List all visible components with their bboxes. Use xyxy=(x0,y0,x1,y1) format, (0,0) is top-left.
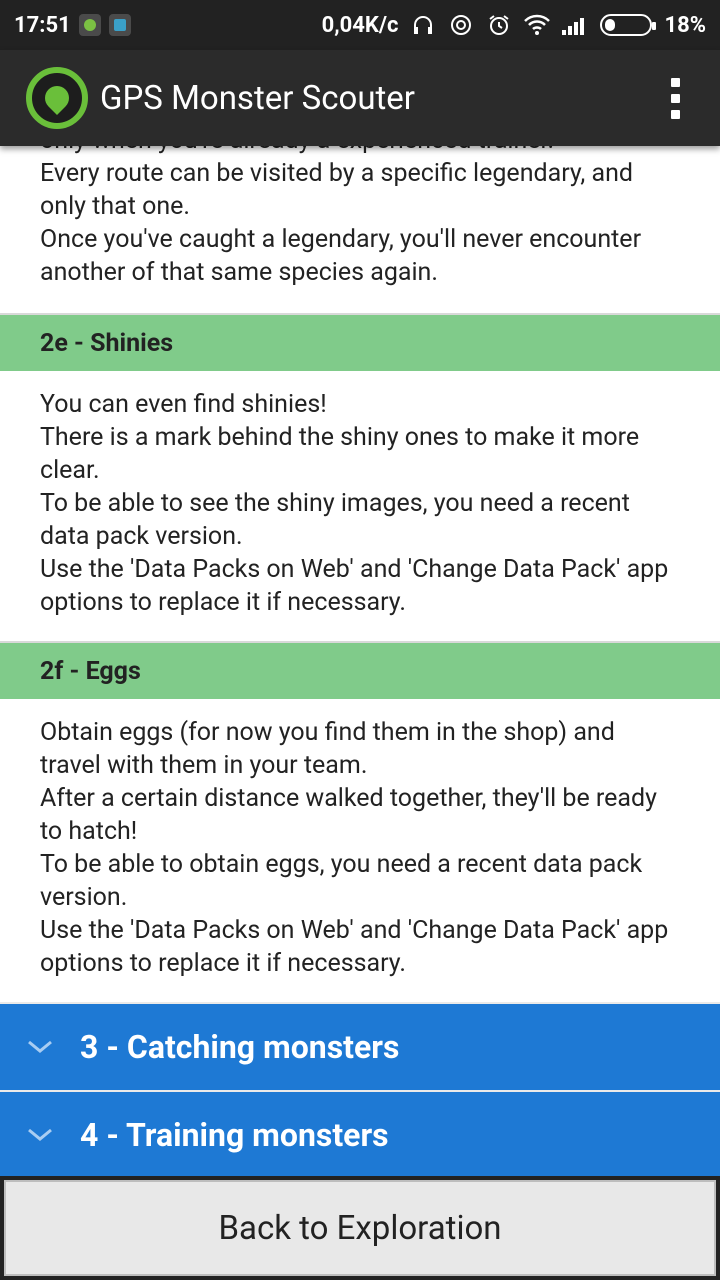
network-speed: 0,04K/c xyxy=(321,12,399,38)
help-content[interactable] xyxy=(0,146,720,1176)
body-line: After a certain distance walked together, they'll be ready to hatch! xyxy=(40,784,657,846)
battery-icon xyxy=(600,14,652,36)
body-line: Use the 'Data Packs on Web' and 'Change Data Pack' app options to replace it if necessary. xyxy=(40,916,669,978)
chevron-down-icon xyxy=(0,1039,80,1055)
app-logo-icon xyxy=(26,67,88,129)
signal-icon xyxy=(562,12,588,38)
status-bar xyxy=(0,0,720,50)
section-toggle-training[interactable] xyxy=(0,1090,720,1178)
app-title: GPS Monster Scouter xyxy=(100,78,415,118)
intro-line: Every route can be visited by a specific legendary, and only that one. xyxy=(40,159,634,221)
chevron-down-icon xyxy=(0,1127,80,1143)
section-header-shinies: 2e - Shinies xyxy=(0,313,720,371)
wifi-icon xyxy=(524,12,550,38)
section-body-shinies xyxy=(0,371,720,641)
headphones-icon xyxy=(410,12,436,38)
notification-icon xyxy=(109,14,131,36)
back-to-exploration-button[interactable]: Back to Exploration xyxy=(4,1180,716,1276)
body-line: Obtain eggs (for now you find them in the shop) and travel with them in your team. xyxy=(40,718,615,780)
body-line: To be able to see the shiny images, you need a recent data pack version. xyxy=(40,489,630,551)
section-toggle-label: 4 - Training monsters xyxy=(80,1116,389,1154)
intro-line: Once you've caught a legendary, you'll never encounter another of that same species again. xyxy=(40,225,642,287)
bottom-bar xyxy=(0,1176,720,1280)
status-time: 17:51 xyxy=(14,12,71,38)
section-toggle-label: 3 - Catching monsters xyxy=(80,1028,400,1066)
battery-percent: 18% xyxy=(664,12,706,38)
intro-text xyxy=(0,124,720,313)
notification-app-icon xyxy=(79,14,101,36)
section-toggle-catching[interactable] xyxy=(0,1002,720,1090)
sync-icon xyxy=(448,12,474,38)
overflow-menu-icon[interactable] xyxy=(671,78,680,119)
app-bar xyxy=(0,50,720,146)
body-line: There is a mark behind the shiny ones to make it more clear. xyxy=(40,423,640,485)
body-line: To be able to obtain eggs, you need a recent data pack version. xyxy=(40,850,643,912)
alarm-icon xyxy=(486,12,512,38)
section-header-eggs: 2f - Eggs xyxy=(0,641,720,699)
body-line: Use the 'Data Packs on Web' and 'Change Data Pack' app options to replace it if necessary. xyxy=(40,555,669,617)
section-body-eggs xyxy=(0,699,720,1002)
body-line: You can even find shinies! xyxy=(40,390,327,419)
